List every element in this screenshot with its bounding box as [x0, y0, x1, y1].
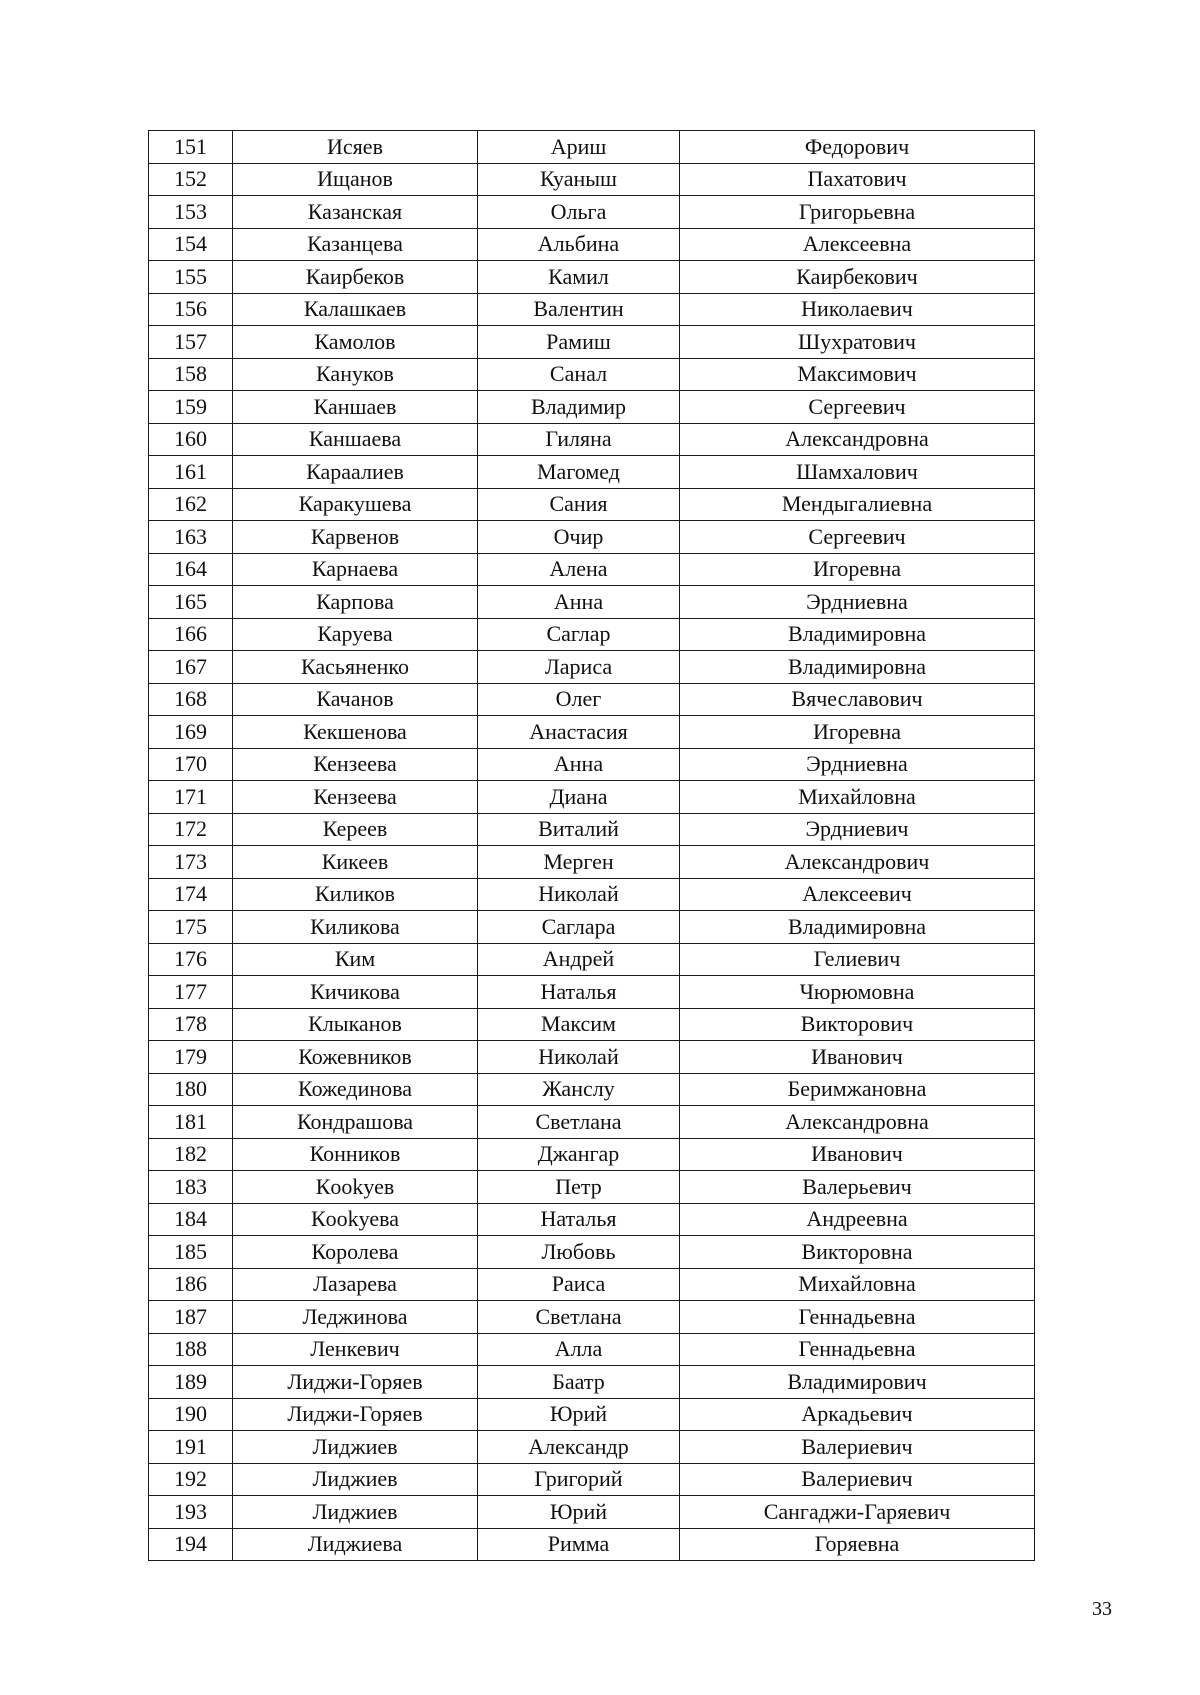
- middle-name-cell: Вячеславович: [680, 683, 1035, 716]
- names-table-body: [149, 131, 1035, 1561]
- row-number-cell: 153: [149, 196, 233, 229]
- row-number-cell: 168: [149, 683, 233, 716]
- middle-name-cell: Иванович: [680, 1138, 1035, 1171]
- table-row: [149, 1463, 1035, 1496]
- last-name-cell: Каирбеков: [233, 261, 478, 294]
- first-name-cell: Светлана: [478, 1106, 680, 1139]
- first-name-cell: Владимир: [478, 391, 680, 424]
- middle-name-cell: Сергеевич: [680, 391, 1035, 424]
- row-number-cell: 193: [149, 1496, 233, 1529]
- first-name-cell: Магомед: [478, 456, 680, 489]
- first-name-cell: Виталий: [478, 813, 680, 846]
- row-number-cell: 172: [149, 813, 233, 846]
- first-name-cell: Джангар: [478, 1138, 680, 1171]
- names-table: [148, 130, 1035, 1561]
- first-name-cell: Максим: [478, 1008, 680, 1041]
- last-name-cell: Каншаев: [233, 391, 478, 424]
- last-name-cell: Леджинова: [233, 1301, 478, 1334]
- row-number-cell: 170: [149, 748, 233, 781]
- middle-name-cell: Эрдниевич: [680, 813, 1035, 846]
- table-row: [149, 131, 1035, 164]
- first-name-cell: Олег: [478, 683, 680, 716]
- first-name-cell: Юрий: [478, 1398, 680, 1431]
- row-number-cell: 173: [149, 846, 233, 879]
- last-name-cell: Кикеев: [233, 846, 478, 879]
- middle-name-cell: Эрдниевна: [680, 748, 1035, 781]
- last-name-cell: Кондрашова: [233, 1106, 478, 1139]
- last-name-cell: Кookуева: [233, 1203, 478, 1236]
- table-row: [149, 1236, 1035, 1269]
- last-name-cell: Ищанов: [233, 163, 478, 196]
- row-number-cell: 191: [149, 1431, 233, 1464]
- table-row: [149, 586, 1035, 619]
- last-name-cell: Лиджиев: [233, 1463, 478, 1496]
- first-name-cell: Диана: [478, 781, 680, 814]
- table-row: [149, 748, 1035, 781]
- table-row: [149, 456, 1035, 489]
- first-name-cell: Ариш: [478, 131, 680, 164]
- first-name-cell: Саглара: [478, 911, 680, 944]
- middle-name-cell: Игоревна: [680, 716, 1035, 749]
- first-name-cell: Гиляна: [478, 423, 680, 456]
- row-number-cell: 178: [149, 1008, 233, 1041]
- table-row: [149, 618, 1035, 651]
- middle-name-cell: Шамхалович: [680, 456, 1035, 489]
- row-number-cell: 179: [149, 1041, 233, 1074]
- table-row: [149, 878, 1035, 911]
- last-name-cell: Киликова: [233, 911, 478, 944]
- table-row: [149, 1366, 1035, 1399]
- middle-name-cell: Владимирович: [680, 1366, 1035, 1399]
- table-row: [149, 1333, 1035, 1366]
- first-name-cell: Петр: [478, 1171, 680, 1204]
- first-name-cell: Анна: [478, 748, 680, 781]
- last-name-cell: Каншаева: [233, 423, 478, 456]
- row-number-cell: 185: [149, 1236, 233, 1269]
- last-name-cell: Лиджиева: [233, 1528, 478, 1561]
- middle-name-cell: Валериевич: [680, 1463, 1035, 1496]
- table-row: [149, 196, 1035, 229]
- first-name-cell: Санал: [478, 358, 680, 391]
- table-row: [149, 943, 1035, 976]
- row-number-cell: 171: [149, 781, 233, 814]
- table-row: [149, 1431, 1035, 1464]
- last-name-cell: Казанцева: [233, 228, 478, 261]
- row-number-cell: 190: [149, 1398, 233, 1431]
- row-number-cell: 192: [149, 1463, 233, 1496]
- table-row: [149, 1138, 1035, 1171]
- first-name-cell: Николай: [478, 1041, 680, 1074]
- first-name-cell: Светлана: [478, 1301, 680, 1334]
- row-number-cell: 151: [149, 131, 233, 164]
- last-name-cell: Камолов: [233, 326, 478, 359]
- row-number-cell: 158: [149, 358, 233, 391]
- last-name-cell: Карвенов: [233, 521, 478, 554]
- first-name-cell: Ольга: [478, 196, 680, 229]
- last-name-cell: Кожединова: [233, 1073, 478, 1106]
- last-name-cell: Караалиев: [233, 456, 478, 489]
- table-row: [149, 1106, 1035, 1139]
- first-name-cell: Камил: [478, 261, 680, 294]
- table-row: [149, 1268, 1035, 1301]
- last-name-cell: Кекшенова: [233, 716, 478, 749]
- middle-name-cell: Сергеевич: [680, 521, 1035, 554]
- middle-name-cell: Федорович: [680, 131, 1035, 164]
- table-row: [149, 1203, 1035, 1236]
- middle-name-cell: Гелиевич: [680, 943, 1035, 976]
- last-name-cell: Качанов: [233, 683, 478, 716]
- row-number-cell: 180: [149, 1073, 233, 1106]
- row-number-cell: 163: [149, 521, 233, 554]
- middle-name-cell: Владимировна: [680, 651, 1035, 684]
- table-row: [149, 1301, 1035, 1334]
- row-number-cell: 160: [149, 423, 233, 456]
- last-name-cell: Кожевников: [233, 1041, 478, 1074]
- last-name-cell: Казанская: [233, 196, 478, 229]
- table-row: [149, 813, 1035, 846]
- first-name-cell: Алла: [478, 1333, 680, 1366]
- middle-name-cell: Сангаджи-Гаряевич: [680, 1496, 1035, 1529]
- first-name-cell: Алена: [478, 553, 680, 586]
- table-row: [149, 358, 1035, 391]
- middle-name-cell: Геннадьевна: [680, 1301, 1035, 1334]
- last-name-cell: Калашкаев: [233, 293, 478, 326]
- first-name-cell: Наталья: [478, 1203, 680, 1236]
- middle-name-cell: Владимировна: [680, 618, 1035, 651]
- first-name-cell: Очир: [478, 521, 680, 554]
- last-name-cell: Карпова: [233, 586, 478, 619]
- middle-name-cell: Александровна: [680, 423, 1035, 456]
- row-number-cell: 194: [149, 1528, 233, 1561]
- middle-name-cell: Игоревна: [680, 553, 1035, 586]
- row-number-cell: 181: [149, 1106, 233, 1139]
- row-number-cell: 164: [149, 553, 233, 586]
- middle-name-cell: Эрдниевна: [680, 586, 1035, 619]
- middle-name-cell: Иванович: [680, 1041, 1035, 1074]
- table-row: [149, 228, 1035, 261]
- table-row: [149, 976, 1035, 1009]
- table-row: [149, 1398, 1035, 1431]
- last-name-cell: Каракушева: [233, 488, 478, 521]
- middle-name-cell: Максимович: [680, 358, 1035, 391]
- row-number-cell: 175: [149, 911, 233, 944]
- row-number-cell: 174: [149, 878, 233, 911]
- first-name-cell: Римма: [478, 1528, 680, 1561]
- row-number-cell: 165: [149, 586, 233, 619]
- row-number-cell: 183: [149, 1171, 233, 1204]
- last-name-cell: Киликов: [233, 878, 478, 911]
- table-row: [149, 1073, 1035, 1106]
- middle-name-cell: Аркадьевич: [680, 1398, 1035, 1431]
- first-name-cell: Саглар: [478, 618, 680, 651]
- first-name-cell: Куаныш: [478, 163, 680, 196]
- first-name-cell: Александр: [478, 1431, 680, 1464]
- last-name-cell: Кануков: [233, 358, 478, 391]
- middle-name-cell: Горяевна: [680, 1528, 1035, 1561]
- table-row: [149, 553, 1035, 586]
- middle-name-cell: Чюрюмовна: [680, 976, 1035, 1009]
- table-row: [149, 683, 1035, 716]
- last-name-cell: Клыканов: [233, 1008, 478, 1041]
- middle-name-cell: Александровна: [680, 1106, 1035, 1139]
- row-number-cell: 188: [149, 1333, 233, 1366]
- row-number-cell: 161: [149, 456, 233, 489]
- table-row: [149, 781, 1035, 814]
- table-row: [149, 1008, 1035, 1041]
- last-name-cell: Кичикова: [233, 976, 478, 1009]
- table-row: [149, 488, 1035, 521]
- last-name-cell: Кензеева: [233, 781, 478, 814]
- row-number-cell: 176: [149, 943, 233, 976]
- table-row: [149, 1496, 1035, 1529]
- table-row: [149, 163, 1035, 196]
- first-name-cell: Андрей: [478, 943, 680, 976]
- table-row: [149, 261, 1035, 294]
- table-row: [149, 326, 1035, 359]
- middle-name-cell: Беримжановна: [680, 1073, 1035, 1106]
- last-name-cell: Ким: [233, 943, 478, 976]
- row-number-cell: 159: [149, 391, 233, 424]
- first-name-cell: Любовь: [478, 1236, 680, 1269]
- row-number-cell: 184: [149, 1203, 233, 1236]
- middle-name-cell: Викторович: [680, 1008, 1035, 1041]
- last-name-cell: Ленкевич: [233, 1333, 478, 1366]
- table-row: [149, 1041, 1035, 1074]
- last-name-cell: Кереев: [233, 813, 478, 846]
- middle-name-cell: Пахатович: [680, 163, 1035, 196]
- last-name-cell: Лазарева: [233, 1268, 478, 1301]
- last-name-cell: Лиджиев: [233, 1431, 478, 1464]
- last-name-cell: Кензеева: [233, 748, 478, 781]
- page-number: 33: [1092, 1598, 1112, 1620]
- first-name-cell: Николай: [478, 878, 680, 911]
- table-row: [149, 716, 1035, 749]
- middle-name-cell: Алексеевна: [680, 228, 1035, 261]
- middle-name-cell: Григорьевна: [680, 196, 1035, 229]
- last-name-cell: Лиджи-Горяев: [233, 1398, 478, 1431]
- middle-name-cell: Викторовна: [680, 1236, 1035, 1269]
- row-number-cell: 157: [149, 326, 233, 359]
- row-number-cell: 155: [149, 261, 233, 294]
- first-name-cell: Наталья: [478, 976, 680, 1009]
- row-number-cell: 156: [149, 293, 233, 326]
- row-number-cell: 186: [149, 1268, 233, 1301]
- row-number-cell: 187: [149, 1301, 233, 1334]
- row-number-cell: 182: [149, 1138, 233, 1171]
- middle-name-cell: Александрович: [680, 846, 1035, 879]
- row-number-cell: 167: [149, 651, 233, 684]
- last-name-cell: Лиджиев: [233, 1496, 478, 1529]
- table-row: [149, 521, 1035, 554]
- table-row: [149, 846, 1035, 879]
- first-name-cell: Мерген: [478, 846, 680, 879]
- row-number-cell: 166: [149, 618, 233, 651]
- last-name-cell: Кookуев: [233, 1171, 478, 1204]
- middle-name-cell: Михайловна: [680, 781, 1035, 814]
- middle-name-cell: Николаевич: [680, 293, 1035, 326]
- first-name-cell: Григорий: [478, 1463, 680, 1496]
- middle-name-cell: Геннадьевна: [680, 1333, 1035, 1366]
- first-name-cell: Сания: [478, 488, 680, 521]
- first-name-cell: Жанслу: [478, 1073, 680, 1106]
- table-row: [149, 391, 1035, 424]
- middle-name-cell: Валерьевич: [680, 1171, 1035, 1204]
- first-name-cell: Альбина: [478, 228, 680, 261]
- first-name-cell: Раиса: [478, 1268, 680, 1301]
- row-number-cell: 154: [149, 228, 233, 261]
- table-row: [149, 423, 1035, 456]
- middle-name-cell: Алексеевич: [680, 878, 1035, 911]
- row-number-cell: 162: [149, 488, 233, 521]
- first-name-cell: Юрий: [478, 1496, 680, 1529]
- first-name-cell: Рамиш: [478, 326, 680, 359]
- middle-name-cell: Валериевич: [680, 1431, 1035, 1464]
- first-name-cell: Баатр: [478, 1366, 680, 1399]
- middle-name-cell: Михайловна: [680, 1268, 1035, 1301]
- last-name-cell: Исяев: [233, 131, 478, 164]
- table-row: [149, 911, 1035, 944]
- last-name-cell: Королева: [233, 1236, 478, 1269]
- middle-name-cell: Шухратович: [680, 326, 1035, 359]
- last-name-cell: Каруева: [233, 618, 478, 651]
- table-row: [149, 651, 1035, 684]
- first-name-cell: Лариса: [478, 651, 680, 684]
- first-name-cell: Валентин: [478, 293, 680, 326]
- first-name-cell: Анна: [478, 586, 680, 619]
- row-number-cell: 169: [149, 716, 233, 749]
- row-number-cell: 189: [149, 1366, 233, 1399]
- last-name-cell: Касьяненко: [233, 651, 478, 684]
- row-number-cell: 177: [149, 976, 233, 1009]
- first-name-cell: Анастасия: [478, 716, 680, 749]
- middle-name-cell: Владимировна: [680, 911, 1035, 944]
- table-row: [149, 1171, 1035, 1204]
- table-row: [149, 1528, 1035, 1561]
- row-number-cell: 152: [149, 163, 233, 196]
- table-row: [149, 293, 1035, 326]
- middle-name-cell: Каирбекович: [680, 261, 1035, 294]
- middle-name-cell: Андреевна: [680, 1203, 1035, 1236]
- last-name-cell: Карнаева: [233, 553, 478, 586]
- last-name-cell: Лиджи-Горяев: [233, 1366, 478, 1399]
- last-name-cell: Конников: [233, 1138, 478, 1171]
- middle-name-cell: Мендыгалиевна: [680, 488, 1035, 521]
